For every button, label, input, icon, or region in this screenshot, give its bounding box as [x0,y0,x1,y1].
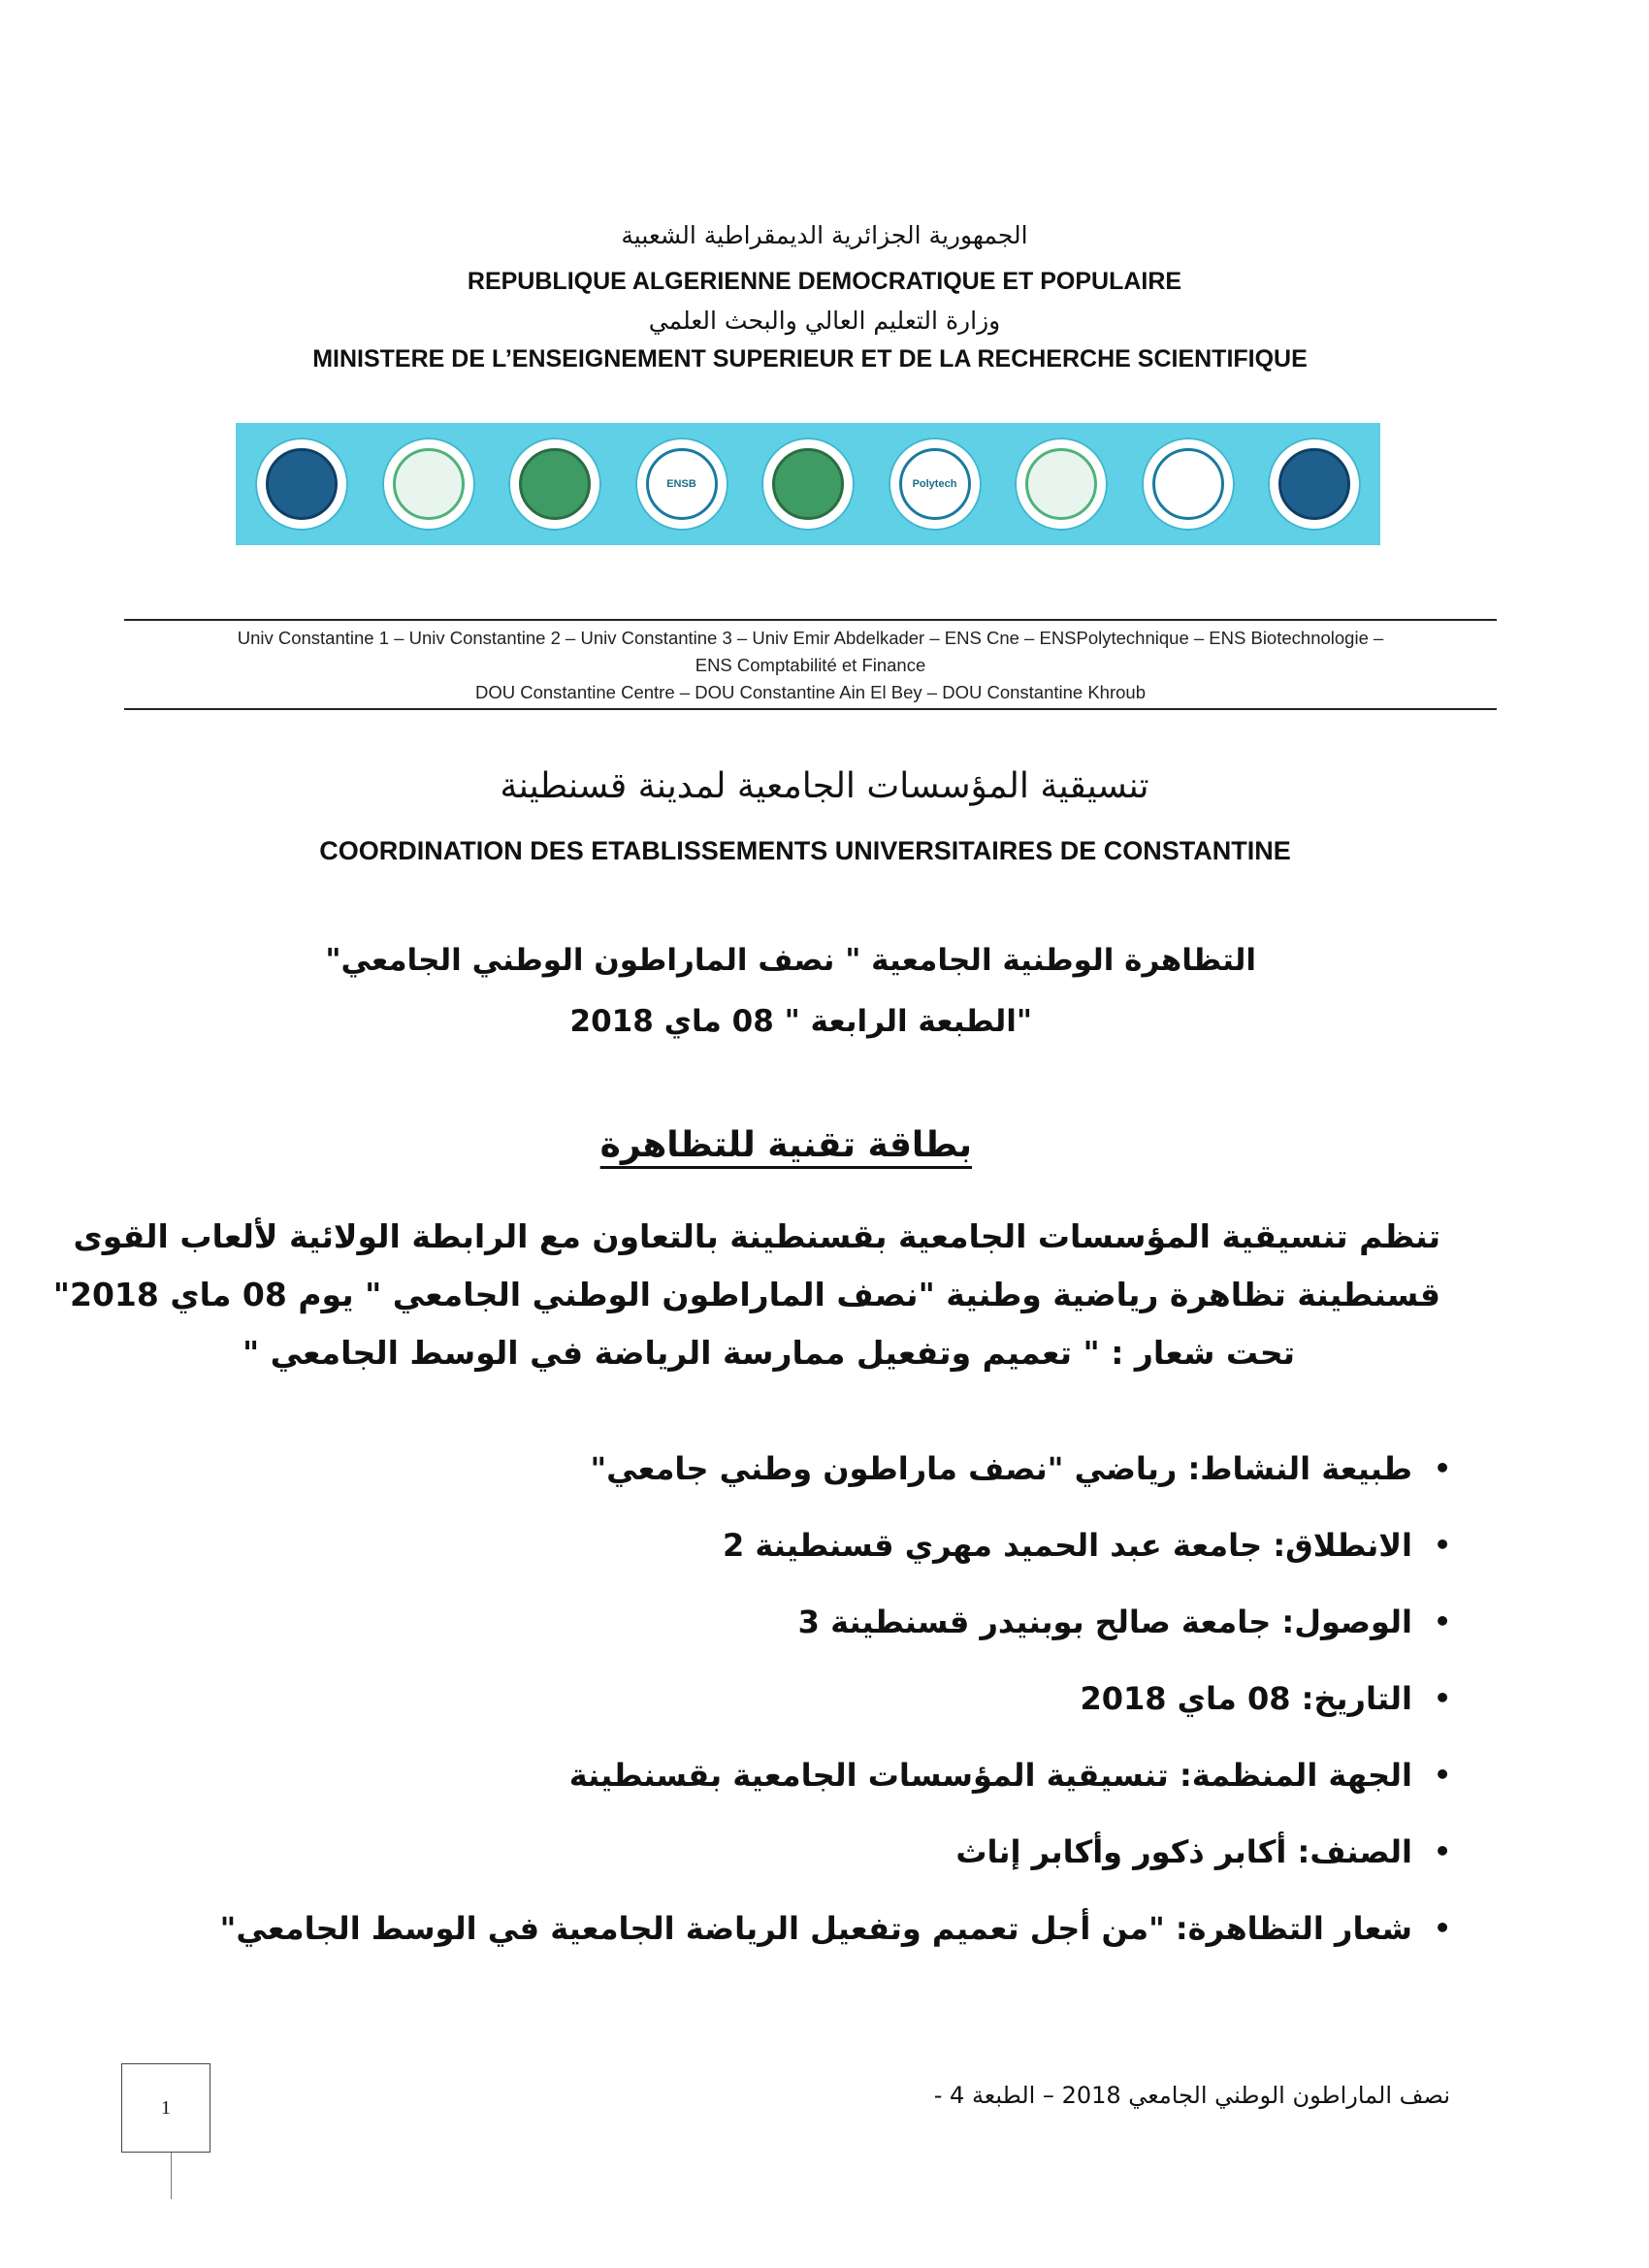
members-line-1: Univ Constantine 1 – Univ Constantine 2 – Univ Constantine 3 – Univ Emir Abdelkader – ENS Cne – ENSPolytechnique – ENS Biotechnologie – [237,628,1384,648]
ensb-logo [635,437,728,531]
intro-line-2: قسنطينة تظاهرة رياضية وطنية "نصف الماراطون الوطني الجامعي " يوم 08 ماي 2018" [52,1276,1440,1313]
coordination-fr: COORDINATION DES ETABLISSEMENTS UNIVERSITAIRES DE CONSTANTINE [319,836,1291,865]
logo-emblem-icon [1025,448,1097,520]
ministry-ar: وزارة التعليم العالي والبحث العلمي [648,307,1001,335]
univ-logo-8 [1142,437,1235,531]
technical-sheet-title: بطاقة تقنية للتظاهرة [599,1125,972,1165]
list-item: • طبيعة النشاط: رياضي "نصف ماراطون وطني جامعي" [388,1445,1455,1522]
event-title-line-1: التظاهرة الوطنية الجامعية " نصف الماراطون الوطني الجامعي" [325,943,1256,978]
bullet-icon: • [1434,1912,1451,1944]
logo-emblem-icon [519,448,591,520]
list-item: • الانطلاق: جامعة عبد الحميد مهري قسنطينة 2 [388,1522,1455,1599]
univ-logo-1 [255,437,348,531]
members-line-3: DOU Constantine Centre – DOU Constantine Ain El Bey – DOU Constantine Khroub [474,682,1146,702]
polytech-logo [889,437,982,531]
republic-ar: الجمهورية الجزائرية الديمقراطية الشعبية [621,221,1028,249]
republic-fr: REPUBLIQUE ALGERIENNE DEMOCRATIQUE ET POPULAIRE [467,268,1182,295]
logo-emblem-icon [772,448,844,520]
logo-emblem-icon: ENSB [646,448,718,520]
bullet-icon: • [1434,1759,1451,1791]
bullet-icon: • [1434,1682,1451,1714]
list-item: • الوصول: جامعة صالح بوبنيدر قسنطينة 3 [388,1599,1455,1675]
univ-logo-3 [508,437,601,531]
logo-emblem-icon [393,448,465,520]
univ-logo-5 [761,437,855,531]
page-number-box [121,2063,210,2153]
univ-logo-7 [1015,437,1108,531]
list-item: • الجهة المنظمة: تنسيقية المؤسسات الجامعية بقسنطينة [388,1752,1455,1829]
logo-band [236,423,1380,545]
logo-emblem-icon: Polytech [899,448,971,520]
logo-emblem-icon [266,448,338,520]
coordination-ar: تنسيقية المؤسسات الجامعية لمدينة قسنطينة [500,766,1149,806]
bullet-icon: • [1434,1835,1451,1867]
logo-emblem-icon [1278,448,1350,520]
intro-line-1: تنظم تنسيقية المؤسسات الجامعية بقسنطينة بالتعاون مع الرابطة الولائية لألعاب القوى [73,1217,1440,1255]
bullet-icon: • [1434,1452,1451,1484]
list-item: • التاريخ: 08 ماي 2018 [388,1675,1455,1752]
divider-bottom [124,708,1497,710]
members-line-2: ENS Comptabilité et Finance [695,655,926,675]
ministry-fr: MINISTERE DE L’ENSEIGNEMENT SUPERIEUR ET DE LA RECHERCHE SCIENTIFIQUE [312,345,1308,373]
bullet-icon: • [1434,1605,1451,1637]
univ-logo-9 [1268,437,1361,531]
page-tick [171,2153,172,2199]
univ-logo-2 [382,437,475,531]
bullet-icon: • [1434,1529,1451,1561]
list-item: • شعار التظاهرة: "من أجل تعميم وتفعيل الرياضة الجامعية في الوسط الجامعي" [388,1905,1455,1982]
list-item: • الصنف: أكابر ذكور وأكابر إناث [388,1829,1455,1905]
intro-line-3: تحت شعار : " تعميم وتفعيل ممارسة الرياضة في الوسط الجامعي " [242,1334,1295,1372]
details-list [219,1445,1455,1982]
divider-top [124,619,1497,621]
logo-emblem-icon [1152,448,1224,520]
page-number: 1 [161,2096,171,2119]
event-title-line-2: "الطبعة الرابعة " 08 ماي 2018 [569,1004,1032,1039]
footer-text: نصف الماراطون الوطني الجامعي 2018 – الطبعة 4 - [933,2082,1450,2109]
